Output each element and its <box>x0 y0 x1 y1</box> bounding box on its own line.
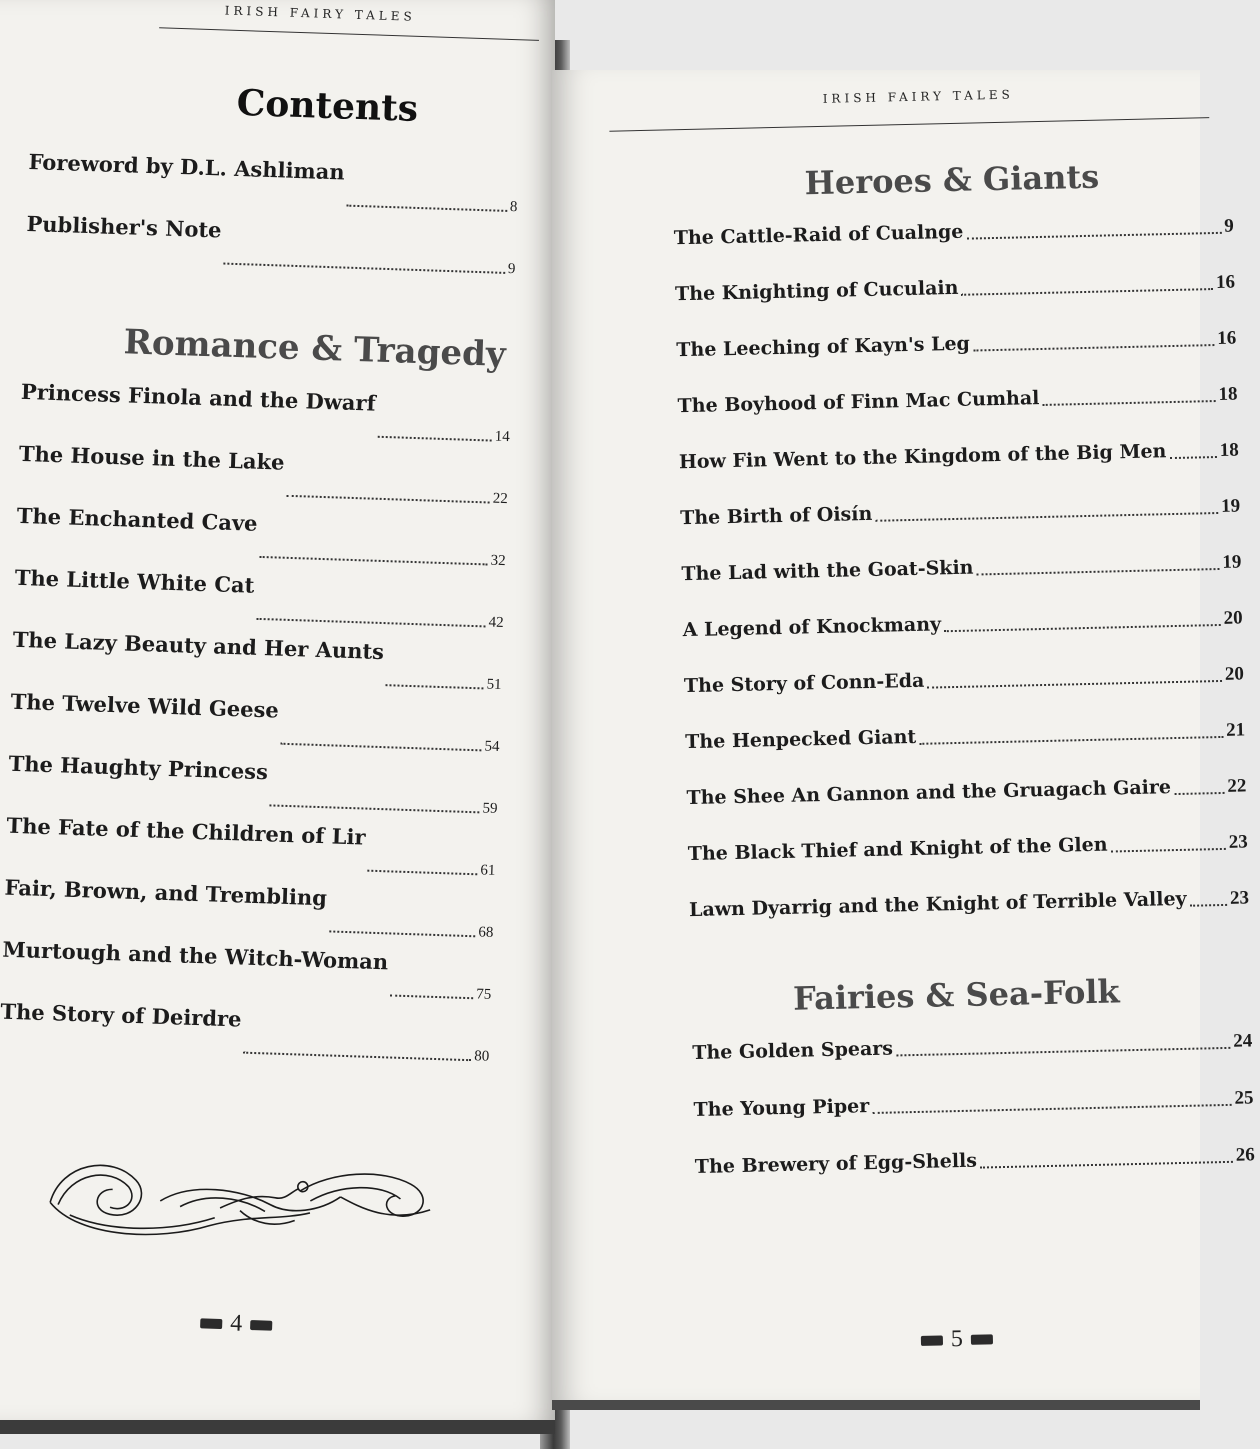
toc-entry-page: 32 <box>490 552 506 570</box>
toc-entry-title: Publisher's Note <box>26 211 222 243</box>
toc-entry-title: The Lazy Beauty and Her Aunts <box>12 626 385 665</box>
leader-dots <box>966 231 1221 240</box>
toc-entry-page: 20 <box>1224 663 1245 685</box>
folio-number: 5 <box>950 1326 964 1353</box>
toc-entry-page: 59 <box>482 800 498 817</box>
toc-entry-page: 21 <box>1225 719 1246 741</box>
toc-entry[interactable] <box>8 750 499 817</box>
leader-dots <box>329 929 476 937</box>
leader-dots <box>386 683 484 689</box>
toc-entry[interactable] <box>4 874 495 941</box>
running-head-left: IRISH FAIRY TALES <box>224 3 416 24</box>
toc-entry-page: 26 <box>1235 1144 1256 1166</box>
toc-entry-page: 19 <box>1220 495 1241 517</box>
toc-entry-page: 68 <box>478 924 494 941</box>
toc-entry-title: The Black Thief and Knight of the Glen <box>687 833 1108 866</box>
page-number-left <box>200 1309 273 1338</box>
toc-entry-title: The Golden Spears <box>692 1037 894 1065</box>
left-page <box>0 0 555 1434</box>
toc-entry[interactable] <box>682 606 1242 642</box>
toc-entry-page: 23 <box>1229 887 1250 909</box>
toc-entry-page: 80 <box>473 1048 490 1065</box>
leader-dots <box>1111 847 1226 853</box>
toc-entry[interactable] <box>693 1086 1253 1122</box>
leader-dots <box>1174 791 1225 795</box>
toc-entry-title: The Shee An Gannon and the Gruagach Gaire <box>686 776 1172 810</box>
leader-dots <box>377 435 491 442</box>
toc-entry-title: The House in the Lake <box>18 440 285 475</box>
leader-dots <box>919 735 1223 745</box>
folio-ornament-icon <box>921 1335 943 1345</box>
toc-entry[interactable] <box>677 383 1237 419</box>
leader-dots <box>281 742 482 752</box>
header-rule-left <box>159 27 539 41</box>
toc-entry[interactable] <box>684 662 1244 698</box>
leader-dots <box>286 494 489 504</box>
section-title-fairies: Fairies & Sea-Folk <box>792 972 1121 1018</box>
toc-entry-title: The Enchanted Cave <box>16 502 258 536</box>
toc-entry-title: The Haughty Princess <box>8 750 269 785</box>
toc-entry[interactable] <box>0 998 491 1065</box>
folio-ornament-icon <box>250 1320 272 1331</box>
toc-entry-title: The Lad with the Goat-Skin <box>681 556 974 586</box>
toc-entry[interactable] <box>686 774 1246 810</box>
contents-title: Contents <box>236 81 419 130</box>
leader-dots <box>259 555 487 566</box>
toc-entry-page: 75 <box>476 986 492 1003</box>
toc-entry-title: Lawn Dyarrig and the Knight of Terrible Valley <box>688 887 1187 922</box>
toc-entry-title: The Brewery of Egg-Shells <box>694 1149 978 1179</box>
toc-entry-title: The Knighting of Cuculain <box>674 276 959 306</box>
leader-dots <box>243 1051 471 1062</box>
toc-entry[interactable] <box>680 495 1240 531</box>
toc-entry-page: 54 <box>484 738 500 755</box>
toc-entry-page: 18 <box>1218 383 1238 405</box>
leader-dots <box>962 287 1214 296</box>
toc-entry-title: Fair, Brown, and Trembling <box>4 874 328 911</box>
leader-dots <box>980 1160 1233 1169</box>
toc-entry-title: Foreword by D.L. Ashliman <box>28 149 346 185</box>
leader-dots <box>875 511 1218 522</box>
leader-dots <box>390 993 473 999</box>
toc-entry[interactable] <box>674 215 1234 251</box>
toc-entry-page: 19 <box>1222 551 1242 573</box>
running-head-right: IRISH FAIRY TALES <box>822 87 1014 106</box>
leader-dots <box>346 204 506 212</box>
toc-entry-page: 14 <box>494 428 511 446</box>
toc-entry[interactable] <box>2 936 493 1003</box>
toc-entry-page: 16 <box>1215 271 1236 293</box>
leader-dots <box>223 262 504 274</box>
leader-dots <box>944 623 1221 632</box>
toc-entry[interactable] <box>681 550 1241 586</box>
header-rule-right <box>609 117 1209 132</box>
section-title-heroes: Heroes & Giants <box>804 157 1100 203</box>
leader-dots <box>872 1103 1231 1114</box>
toc-entry[interactable] <box>16 502 508 570</box>
leader-dots <box>896 1046 1230 1057</box>
toc-entry-page: 22 <box>1227 775 1247 797</box>
toc-entry-page: 51 <box>486 676 502 694</box>
leader-dots <box>367 869 477 876</box>
leader-dots <box>270 803 480 813</box>
toc-entry-page: 9 <box>1223 215 1234 237</box>
toc-entry[interactable] <box>20 378 512 446</box>
folio-ornament-icon <box>971 1334 993 1344</box>
toc-entry[interactable] <box>18 440 510 508</box>
toc-entry[interactable] <box>695 1143 1255 1179</box>
toc-entry[interactable] <box>675 271 1235 307</box>
right-page <box>552 70 1256 1410</box>
toc-entry-page: 16 <box>1217 327 1237 349</box>
toc-entry[interactable] <box>14 564 505 632</box>
toc-entry-page: 25 <box>1234 1087 1254 1109</box>
toc-entry-page: 42 <box>488 614 504 632</box>
toc-entry-title: A Legend of Knockmany <box>682 613 942 642</box>
leader-dots <box>1042 399 1215 406</box>
toc-entry[interactable] <box>679 439 1239 475</box>
leader-dots <box>927 679 1222 689</box>
toc-entry[interactable] <box>6 812 497 879</box>
toc-entry-title: The Story of Deirdre <box>0 998 242 1032</box>
section-title-romance: Romance & Tragedy <box>123 322 507 375</box>
toc-entry-title: The Young Piper <box>693 1095 870 1122</box>
toc-entry-page: 9 <box>507 260 516 278</box>
leader-dots <box>1190 903 1227 907</box>
folio-ornament-icon <box>200 1318 222 1329</box>
toc-entry-title: The Leeching of Kayn's Leg <box>676 332 971 362</box>
toc-entry-title: The Fate of the Children of Lir <box>6 812 366 850</box>
toc-entry[interactable] <box>12 626 503 694</box>
toc-entry[interactable] <box>28 149 519 216</box>
toc-entry-page: 23 <box>1228 831 1248 853</box>
toc-entry-title: The Twelve Wild Geese <box>10 688 280 723</box>
toc-entry-title: The Boyhood of Finn Mac Cumhal <box>677 387 1040 418</box>
toc-entry-page: 22 <box>492 490 508 508</box>
toc-entry[interactable] <box>676 327 1236 363</box>
toc-entry-title: The Henpecked Giant <box>685 725 917 754</box>
toc-entry-title: Princess Finola and the Dwarf <box>20 378 377 416</box>
toc-entry-page: 8 <box>509 199 518 216</box>
toc-entry-title: The Birth of Oisín <box>679 502 873 530</box>
toc-entry-page: 20 <box>1223 607 1243 629</box>
toc-entry-title: The Little White Cat <box>14 564 255 598</box>
toc-entry[interactable] <box>689 886 1249 922</box>
toc-entry-page: 18 <box>1219 439 1240 461</box>
toc-entry[interactable] <box>692 1029 1252 1065</box>
toc-entry-page: 24 <box>1232 1030 1253 1052</box>
toc-entry[interactable] <box>10 688 501 755</box>
toc-entry-page: 61 <box>480 862 496 879</box>
page-number-right <box>921 1325 994 1354</box>
toc-entry-title: The Story of Conn-Eda <box>683 669 925 698</box>
toc-entry-title: How Fin Went to the Kingdom of the Big Men <box>678 440 1167 474</box>
toc-entry-title: Murtough and the Witch-Woman <box>2 936 389 975</box>
leader-dots <box>973 343 1214 351</box>
leader-dots <box>977 567 1220 576</box>
leader-dots <box>1169 455 1217 459</box>
toc-entry[interactable] <box>685 718 1245 754</box>
toc-entry[interactable] <box>26 211 517 278</box>
leader-dots <box>256 617 485 628</box>
mermaid-wave-illustration <box>39 1142 442 1255</box>
toc-entry-title: The Cattle-Raid of Cualnge <box>673 220 964 250</box>
folio-number: 4 <box>229 1310 243 1337</box>
toc-entry[interactable] <box>688 830 1248 866</box>
